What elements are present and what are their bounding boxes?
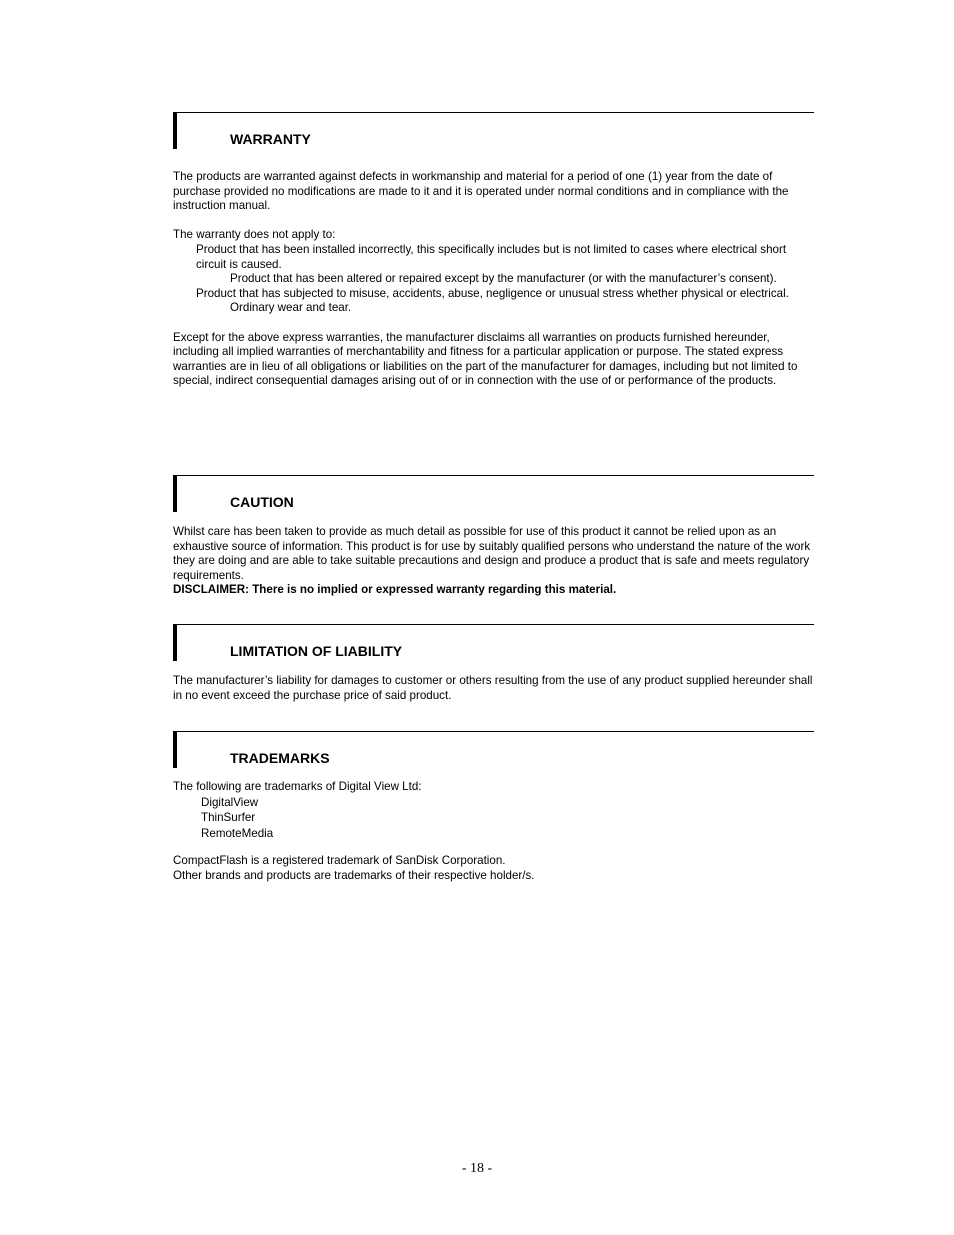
liability-body [173,674,814,703]
heading-bar [173,113,177,149]
trademarks-title: TRADEMARKS [230,750,330,766]
caution-body [173,525,814,598]
liability-title: LIMITATION OF LIABILITY [230,643,403,659]
heading-bar [173,732,177,768]
warranty-body [173,170,814,389]
caution-text: Whilst care has been taken to provide as much detail as possible for use of this product it cannot be relied upon as an exhaustive source of information. This product is for use by suitably qualified persons who understand the nature of the work they are doing and are able to take suitable precautions and design and produce a product that is safe and meets regulatory requirements. [173,525,811,582]
warranty-exclusion-2: Product that has been altered or repaired except by the manufacturer (or with the manufacturer’s consent). [230,272,777,286]
trademarks-compactflash: CompactFlash is a registered trademark of SanDisk Corporation. [173,854,506,868]
trademark-item: RemoteMedia [201,826,274,840]
warranty-heading [173,112,814,149]
caution-title: CAUTION [230,494,294,510]
trademark-item: DigitalView [201,795,259,809]
warranty-exclusion-1: Product that has been installed incorrectly, this specifically includes but is not limited to cases where electrical short circuit is caused. [196,242,787,271]
liability-heading [173,624,814,661]
trademarks-intro: The following are trademarks of Digital View Ltd: [173,780,422,793]
liability-text: The manufacturer’s liability for damages to customer or others resulting from the use of any product supplied hereunder shall in no event exceed the purchase price of said product. [173,674,813,702]
warranty-title: WARRANTY [230,131,311,147]
page-number: - 18 - [461,1161,493,1176]
caution-heading [173,475,814,512]
warranty-not-apply-label: The warranty does not apply to: [173,228,336,242]
warranty-intro: The products are warranted against defects in workmanship and material for a period of one (1) year from the date of purchase provided no modifications are made to it and it is operated under normal conditions and in compliance with the instruction manual. [173,170,789,213]
trademarks-body [173,780,814,883]
caution-disclaimer: DISCLAIMER: There is no implied or expressed warranty regarding this material. [173,583,617,597]
heading-bar [173,476,177,512]
warranty-exclusion-4: Ordinary wear and tear. [230,301,352,315]
heading-bar [173,625,177,661]
trademark-item: ThinSurfer [201,811,256,825]
warranty-exclusion-3: Product that has subjected to misuse, accidents, abuse, negligence or unusual stress whether physical or electrical. [196,286,789,300]
warranty-disclaimer-paragraph: Except for the above express warranties, the manufacturer disclaims all warranties on products furnished hereunder, including all implied warranties of merchantability and fitness for a particular application or purpose. The stated express warranties are in lieu of all obligations or liabilities on the part of the manufacturer for damages, including but not limited to special, indirect consequential damages arising out of or in connection with the use of or performance of the products. [173,330,798,388]
trademarks-heading [173,731,814,768]
trademarks-other: Other brands and products are trademarks of their respective holder/s. [173,868,535,882]
